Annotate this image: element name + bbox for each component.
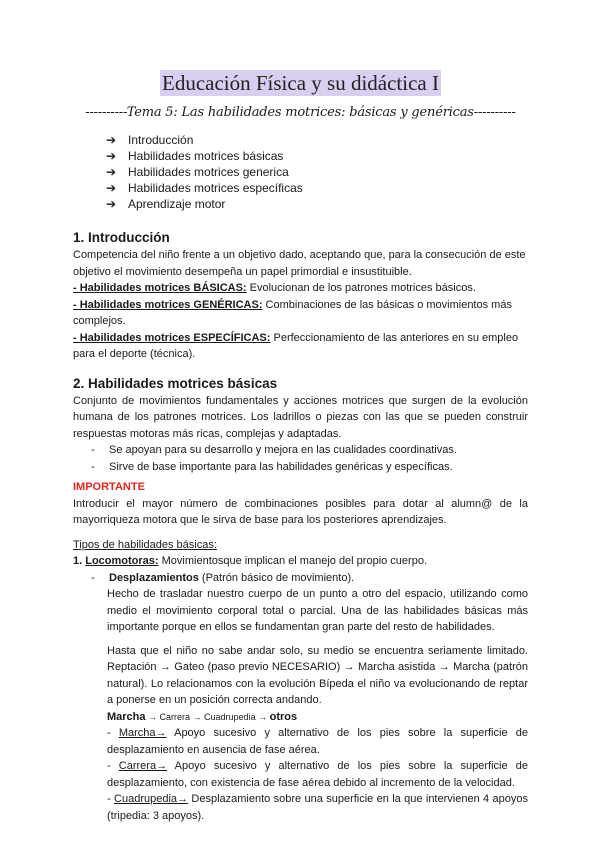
important-paragraph: Introducir el mayor número de combinaciones posibles para dotar al alumn@ de la mayorriqueza motora que le sirva de base para los posteriores aprendizajes.: [73, 497, 528, 526]
arrow-icon: ➔: [106, 197, 117, 211]
definition-carrera: - Carrera→ Apoyo sucesivo y alternativo de los pies sobre la superficie de desplazamiento, con existencia de fase aérea debido al incremento de la velocidad.: [107, 760, 528, 789]
topic-subtitle: ----------Tema 5: Las habilidades motrices: básicas y genéricas----------: [85, 105, 516, 120]
definition-marcha: - Marcha→ Apoyo sucesivo y alternativo de los pies sobre la superficie de desplazamiento en ausencia de fase aérea.: [107, 727, 528, 756]
arrow-icon: ➔: [106, 165, 117, 179]
definition-cuadrupedia: - Cuadrupedia→ Desplazamiento sobre una superficie en la que intervienen 4 apoyos (tripedia: 3 apoyos).: [107, 793, 528, 822]
toc-item: ➔ Introducción: [106, 133, 194, 147]
locomotoras-item: 1. Locomotoras: Movimientosque implican el manejo del propio cuerpo.: [73, 555, 427, 567]
arrow-icon: ➔: [106, 149, 117, 163]
toc-item: ➔ Aprendizaje motor: [106, 197, 226, 211]
desplazamientos-item: - Desplazamientos (Patrón básico de movimiento).: [91, 570, 528, 587]
toc-item: ➔ Habilidades motrices generica: [106, 165, 289, 179]
definition-basicas: - Habilidades motrices BÁSICAS: Evolucionan de los patrones motrices básicos.: [73, 282, 476, 294]
list-item: - Sirve de base importante para las habilidades genéricas y específicas.: [91, 459, 528, 476]
intro-paragraph: Competencia del niño frente a un objetivo dado, aceptando que, para la consecución de este objetivo el movimiento desempeña un papel primordial e insustituible.: [73, 249, 526, 278]
definition-genericas: - Habilidades motrices GENÉRICAS: Combinaciones de las básicas o movimientos más complejos.: [73, 298, 512, 327]
section-heading-introduccion: 1. Introducción: [73, 230, 170, 245]
important-label: IMPORTANTE: [73, 481, 145, 493]
basicas-intro-paragraph: Conjunto de movimientos fundamentales y acciones motrices que surgen de la evolución humana de los patrones motrices. Los ladrillos o piezas con las que se pueden construir respuestas motoras más ricas, complejas y adaptadas.: [73, 394, 528, 440]
section-heading-basicas: 2. Habilidades motrices básicas: [73, 375, 278, 391]
sequence-line: Marcha → Carrera → Cuadrupedia → otros: [107, 710, 298, 723]
basicas-bullet-list: [73, 442, 528, 475]
toc-item: ➔ Habilidades motrices específicas: [106, 181, 303, 195]
desplazamientos-paragraph: Hecho de trasladar nuestro cuerpo de un punto a otro del espacio, utilizando como medio el movimiento corporal total o parcial. Una de las habilidades básicas más importante porque en ellos se fundamentan gran parte del resto de habilidades.: [107, 588, 528, 633]
locomotoras-sublist: [73, 570, 528, 587]
definition-especificas: - Habilidades motrices ESPECÍFICAS: Perfeccionamiento de las anteriores en su empleo para el deporte (técnica).: [73, 331, 519, 360]
arrow-icon: ➔: [106, 181, 117, 195]
arrow-icon: ➔: [106, 133, 117, 147]
list-item: - Se apoyan para su desarrollo y mejora en las cualidades coordinativas.: [91, 442, 528, 459]
tipos-heading: Tipos de habilidades básicas:: [73, 538, 217, 551]
evolucion-paragraph: Hasta que el niño no sabe andar solo, su medio se encuentra seriamente limitado. Reptación → Gateo (paso previo NECESARIO) → Marcha asistida → Marcha (patrón natural). Lo relacionamos con la evolución Bípeda el niño va evolucionando de reptar a ponerse en un posición correcta andando.: [107, 644, 528, 706]
toc-item: ➔ Habilidades motrices básicas: [106, 149, 284, 163]
table-of-contents: [73, 132, 528, 212]
document-title: Educación Física y su didáctica I: [162, 71, 439, 95]
